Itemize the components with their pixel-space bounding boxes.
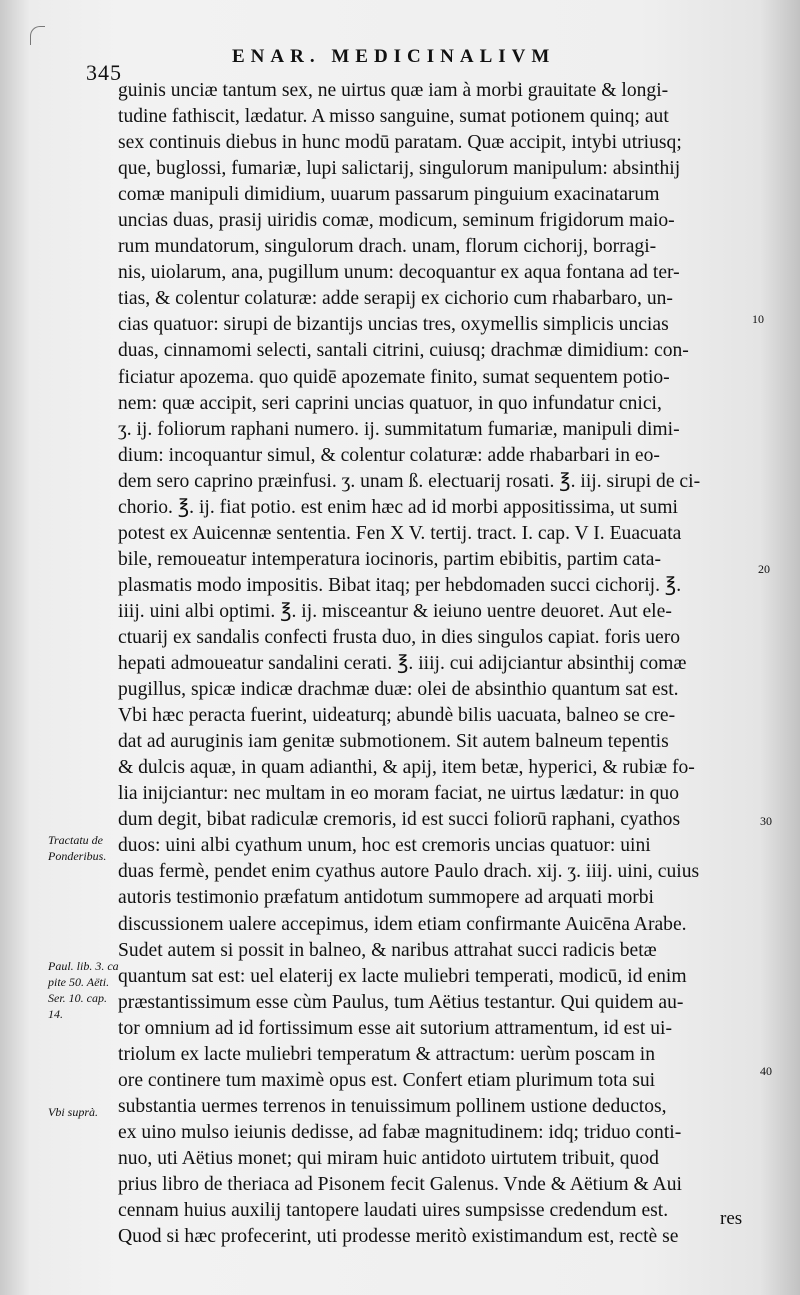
text-line: tudine fathiscit, lædatur. A misso sanguine, sumat potionem quinq; aut xyxy=(118,106,669,128)
main-text-block xyxy=(118,78,758,1250)
text-line: hepati admoueatur sandalini cerati. ℥. iiij. cui adijciantur absinthij comæ xyxy=(118,653,687,675)
catchword: res xyxy=(720,1208,743,1229)
marginal-note: Paul. lib. 3. ca pite 50. Aëti. Ser. 10. cap. 14. xyxy=(48,959,119,1021)
text-line: prius libro de theriaca ad Pisonem fecit Galenus. Vnde & Aëtium & Aui xyxy=(118,1173,682,1195)
text-line: Vbi hæc peracta fuerint, uideaturq; abundè bilis uacuata, balneo se cre- xyxy=(118,705,676,727)
text-line: cias quatuor: sirupi de bizantijs uncias tres, oxymellis simplicis uncias xyxy=(118,314,669,336)
text-line: chorio. ℥. ij. fiat potio. est enim hæc ad id morbi appositissima, ut sumi xyxy=(118,496,678,518)
marginal-note: Tractatu de Ponderibus. xyxy=(48,833,107,863)
text-line: Quod si hæc profecerint, uti prodesse meritò existimandum est, rectè se xyxy=(118,1226,679,1248)
text-line: rum mundatorum, singulorum drach. unam, florum cichorij, borragi- xyxy=(118,236,657,258)
text-line: que, buglossi, fumariæ, lupi salictarij, singulorum manipulum: absinthij xyxy=(118,158,681,180)
text-line: dem sero caprino præinfusi. ʒ. unam ß. electuarij rosati. ℥. iij. sirupi de ci- xyxy=(118,470,701,492)
text-line: potest ex Auicennæ sententia. Fen X V. tertij. tract. I. cap. V I. Euacuata xyxy=(118,522,682,544)
text-line: guinis unciæ tantum sex, ne uirtus quæ iam à morbi grauitate & longi- xyxy=(118,80,669,101)
line-number-40: 40 xyxy=(760,1064,772,1078)
text-line: præstantissimum esse cùm Paulus, tum Aëtius testantur. Qui quidem au- xyxy=(118,991,684,1013)
line-number-30: 30 xyxy=(760,814,772,828)
text-line: ficiatur apozema. quo quidē apozemate finito, sumat sequentem potio- xyxy=(118,366,670,388)
text-line: & dulcis aquæ, in quam adianthi, & apij, item betæ, hyperici, & rubiæ fo- xyxy=(118,757,695,779)
page-corner-mark xyxy=(30,26,45,45)
text-line: dat ad auruginis iam genitæ submotionem. Sit autem balneum tepentis xyxy=(118,731,669,753)
line-number-10: 10 xyxy=(752,312,764,326)
text-line: duas fermè, pendet enim cyathus autore Paulo drach. xij. ʒ. iiij. uini, cuius xyxy=(118,861,700,883)
marginal-note: Vbi suprà. xyxy=(48,1105,99,1119)
text-line: ctuarij ex sandalis confecti frusta duo, in dies singulos capiat. foris uero xyxy=(118,626,681,648)
text-line: nuo, uti Aëtius monet; qui miram huic antidoto uirtutem tribuit, quod xyxy=(118,1147,659,1169)
text-line: nem: quæ accipit, seri caprini uncias quatuor, in quo infundatur cnici, xyxy=(118,392,662,414)
text-line: ore continere tum maximè opus est. Confert etiam plurimum tota sui xyxy=(118,1069,656,1091)
text-line: ʒ. ij. foliorum raphani numero. ij. summitatum fumariæ, manipuli dimi- xyxy=(118,418,680,440)
text-line: nis, uiolarum, ana, pugillum unum: decoquantur ex aqua fontana ad ter- xyxy=(118,262,680,284)
text-line: uncias duas, prasij uiridis comæ, modicum, seminum frigidorum maio- xyxy=(118,210,675,232)
running-title: ENAR. MEDICINALIVM xyxy=(232,46,556,67)
text-line: quantum sat est: uel elaterij ex lacte muliebri temperati, modicū, id enim xyxy=(118,965,687,987)
text-line: dium: incoquantur simul, & colentur colaturæ: adde rhabarbari in eo- xyxy=(118,444,660,466)
page-number: 345 xyxy=(86,60,122,85)
text-line: discussionem ualere accepimus, idem etiam confirmante Auicēna Arabe. xyxy=(118,913,687,935)
text-line: autoris testimonio præfatum antidotum summopere ad arquati morbi xyxy=(118,887,655,909)
text-line: tor omnium ad id fortissimum esse ait sutorium attramentum, id est ui- xyxy=(118,1017,672,1039)
text-line: cennam huius auxilij tantopere laudati uires sumpsisse credendum est. xyxy=(118,1200,669,1222)
line-number-20: 20 xyxy=(758,562,770,576)
text-line: lia inijciantur: nec multam in eo moram faciat, ne uirtus lædatur: in quo xyxy=(118,783,679,805)
text-line: tias, & colentur colaturæ: adde serapij ex cichorio cum rhabarbaro, un- xyxy=(118,288,673,310)
text-line: duos: uini albi cyathum unum, hoc est cremoris uncias quatuor: uini xyxy=(118,835,651,857)
text-line: iiij. uini albi optimi. ℥. ij. misceantur & ieiuno uentre deuoret. Aut ele- xyxy=(118,600,672,622)
text-line: bile, remoueatur intemperatura iocinoris, partim ebibitis, partim cata- xyxy=(118,548,661,570)
text-line: plasmatis modo impositis. Bibat itaq; per hebdomaden succi cichorij. ℥. xyxy=(118,574,682,596)
text-line: Sudet autem si possit in balneo, & naribus attrahat succi radicis betæ xyxy=(118,939,657,961)
text-line: triolum ex lacte muliebri temperatum & attractum: uerùm poscam in xyxy=(118,1043,656,1065)
text-line: ex uino mulso ieiunis dedisse, ad fabæ magnitudinem: idq; triduo conti- xyxy=(118,1121,682,1143)
text-line: substantia uermes terrenos in tenuissimum pollinem ustione deductos, xyxy=(118,1095,667,1117)
text-line: sex continuis diebus in hunc modū paratam. Quæ accipit, intybi utriusq; xyxy=(118,132,682,154)
text-line: dum degit, bibat radiculæ cremoris, id est succi foliorū raphani, cyathos xyxy=(118,809,681,831)
text-line: comæ manipuli dimidium, uuarum passarum pinguium exacinatarum xyxy=(118,184,660,206)
text-line: pugillus, spicæ indicæ drachmæ duæ: olei de absinthio quantum sat est. xyxy=(118,679,679,701)
text-line: duas, cinnamomi selecti, santali citrini, cuiusq; drachmæ dimidium: con- xyxy=(118,340,689,362)
